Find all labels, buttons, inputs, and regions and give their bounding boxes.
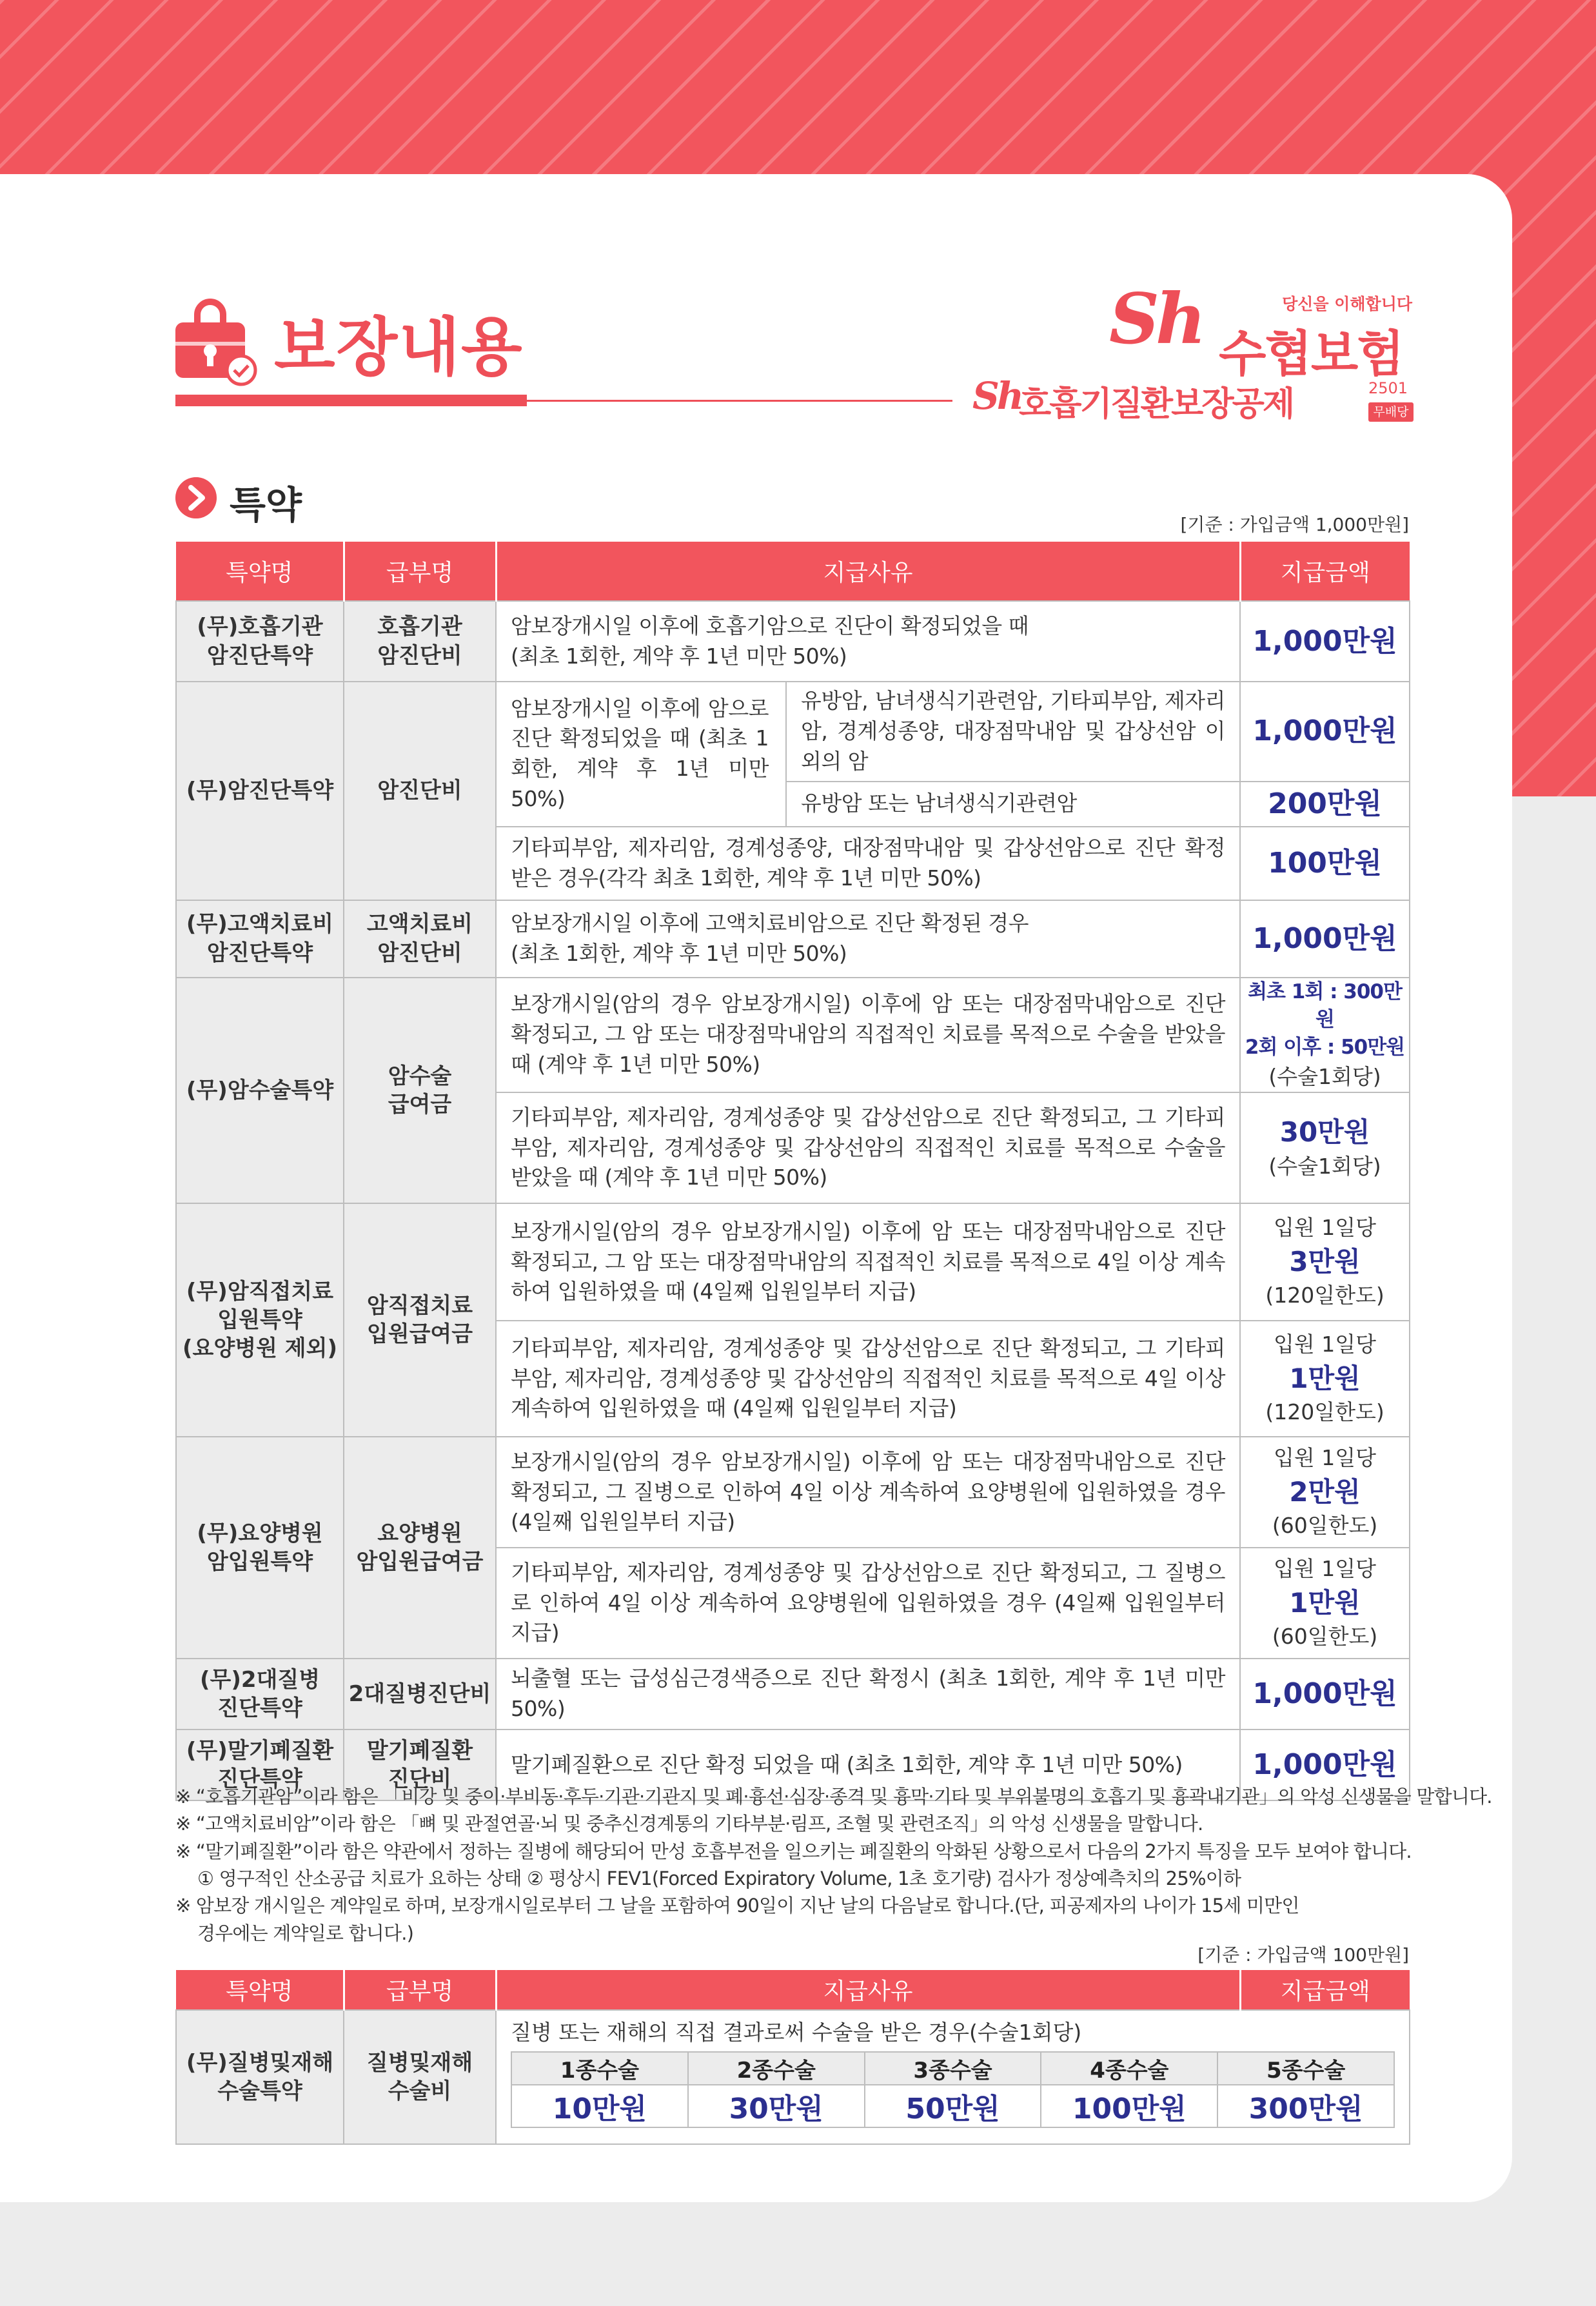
rider-name: (무)고액치료비 암진단특약 <box>176 900 344 978</box>
surgery-class: 1종수술 <box>511 2052 688 2085</box>
footnote: 경우에는 계약일로 합니다.) <box>197 1922 414 1944</box>
title-underline <box>175 395 527 406</box>
benefit-name: 암수술 급여금 <box>344 978 496 1203</box>
payment-amount: 입원 1일당 3만원 (120일한도) <box>1240 1203 1410 1321</box>
surgery-class: 3종수술 <box>865 2052 1041 2085</box>
rider-name: (무)요양병원 암입원특약 <box>176 1437 344 1659</box>
brand-logo-sh: Sh <box>1109 279 1203 360</box>
payment-amount: 1,000만원 <box>1240 900 1410 978</box>
payment-amount: 1,000만원 <box>1240 1659 1410 1730</box>
chevron-right-icon <box>175 477 217 518</box>
footnote: ※ “고액치료비암”이라 함은 「뼈 및 관절연골·뇌 및 중추신경계통의 기타부분·림프, 조혈 및 관련조직」의 악성 신생물을 말합니다. <box>175 1813 1203 1835</box>
payment-reason: 질병 또는 재해의 직접 결과로써 수술을 받은 경우(수술1회당) <box>511 2020 1082 2045</box>
brand-name: 수협보험 <box>1219 325 1403 382</box>
col-header-amount: 지급금액 <box>1240 542 1410 601</box>
benefit-name: 질병및재해 수술비 <box>344 2010 496 2144</box>
product-logo-sh: Sh <box>972 374 1022 418</box>
table-row <box>176 978 1410 1092</box>
surgery-class-row <box>511 2052 1394 2085</box>
product-name: 호흡기질환보장공제 <box>1019 385 1294 424</box>
benefit-name: 암진단비 <box>344 682 496 900</box>
payment-amount: 30만원 (수술1회당) <box>1240 1092 1410 1203</box>
payment-reason: 기타피부암, 제자리암, 경계성종양 및 갑상선암으로 진단 확정되고, 그 질병으로 인하여 4일 이상 계속하여 요양병원에 입원하였을 경우 (4일째 입원일부터 지급) <box>496 1548 1240 1659</box>
payment-reason: 유방암 또는 남녀생식기관련암 <box>786 782 1240 827</box>
col-header-reason: 지급사유 <box>496 1970 1240 2010</box>
surgery-amount: 30만원 <box>688 2085 865 2127</box>
benefit-name: 2대질병진단비 <box>344 1659 496 1730</box>
surgery-amount: 300만원 <box>1217 2085 1394 2127</box>
brand-tagline: 당신을 이해합니다 <box>1282 295 1412 313</box>
rider-name: (무)호흡기관 암진단특약 <box>176 601 344 682</box>
table-row <box>176 1203 1410 1321</box>
footnote: ※ “말기폐질환”이라 함은 약관에서 정하는 질병에 해당되어 만성 호흡부전을 일으키는 폐질환의 악화된 상황으로서 다음의 2가지 특징을 모두 보여야 합니다. <box>175 1840 1412 1862</box>
surgery-amount-row <box>511 2085 1394 2127</box>
payment-reason: 보장개시일(암의 경우 암보장개시일) 이후에 암 또는 대장점막내암으로 진단 확정되고, 그 암 또는 대장점막내암의 직접적인 치료를 목적으로 수술을 받았을 때 (계약 후 1년 미만 50%) <box>496 978 1240 1092</box>
benefit-name: 고액치료비 암진단비 <box>344 900 496 978</box>
footnote: ※ “호흡기관암”이라 함은 「비강 및 중이·부비동·후두·기관·기관지 및 폐·흉선·심장·종격 및 흉막·기타 및 부위불명의 호흡기 및 흉곽내기관」의 악성 신생물을 말합니다. <box>175 1786 1492 1808</box>
payment-reason: 보장개시일(암의 경우 암보장개시일) 이후에 암 또는 대장점막내암으로 진단 확정되고, 그 질병으로 인하여 4일 이상 계속하여 요양병원에 입원하였을 경우 (4일째 입원일부터 지급) <box>496 1437 1240 1548</box>
payment-reason: 기타피부암, 제자리암, 경계성종양 및 갑상선암으로 진단 확정되고, 그 기타피부암, 제자리암, 경계성종양 및 갑상선암의 직접적인 치료를 목적으로 수술을 받았을 때 (계약 후 1년 미만 50%) <box>496 1092 1240 1203</box>
payment-amount: 최초 1회 : 300만원 2회 이후 : 50만원 (수술1회당) <box>1240 978 1410 1092</box>
product-badge: 무배당 <box>1368 402 1414 422</box>
surgery-amount: 100만원 <box>1041 2085 1217 2127</box>
table1-basis: [기준 : 가입금액 1,000만원] <box>1180 514 1409 535</box>
rider-name: (무)2대질병 진단특약 <box>176 1659 344 1730</box>
surgery-rider-table <box>175 1970 1410 2145</box>
col-header-rider: 특약명 <box>176 1970 344 2010</box>
rider-name: (무)말기폐질환 진단특약 <box>176 1730 344 1800</box>
rider-table <box>175 542 1410 1801</box>
surgery-amount: 50만원 <box>865 2085 1041 2127</box>
benefit-name: 말기폐질환 진단비 <box>344 1730 496 1800</box>
benefit-name: 호흡기관 암진단비 <box>344 601 496 682</box>
page-title: 보장내용 <box>274 311 524 384</box>
payment-amount: 입원 1일당 1만원 (60일한도) <box>1240 1548 1410 1659</box>
surgery-detail <box>496 2010 1410 2144</box>
table2-basis: [기준 : 가입금액 100만원] <box>1197 1944 1409 1966</box>
rider-name: (무)암진단특약 <box>176 682 344 900</box>
col-header-rider: 특약명 <box>176 542 344 601</box>
table-row <box>176 900 1410 978</box>
surgery-amount: 10만원 <box>511 2085 688 2127</box>
rider-name: (무)암직접치료 입원특약 (요양병원 제외) <box>176 1203 344 1437</box>
payment-amount: 1,000만원 <box>1240 1730 1410 1800</box>
payment-reason: 말기폐질환으로 진단 확정 되었을 때 (최초 1회한, 계약 후 1년 미만 50%) <box>496 1730 1240 1800</box>
title-underline-thin <box>527 400 952 402</box>
payment-reason: 뇌출혈 또는 급성심근경색증으로 진단 확정시 (최초 1회한, 계약 후 1년 미만 50%) <box>496 1659 1240 1730</box>
payment-reason: 암보장개시일 이후에 호흡기암으로 진단이 확정되었을 때 (최초 1회한, 계약 후 1년 미만 50%) <box>496 601 1240 682</box>
table-header-row <box>176 1970 1410 2010</box>
payment-reason: 보장개시일(암의 경우 암보장개시일) 이후에 암 또는 대장점막내암으로 진단 확정되고, 그 암 또는 대장점막내암의 직접적인 치료를 목적으로 4일 이상 계속하여 입원하였을 때 (4일째 입원일부터 지급) <box>496 1203 1240 1321</box>
lock-bag-icon <box>174 298 258 388</box>
col-header-reason: 지급사유 <box>496 542 1240 601</box>
footnote: ※ 암보장 개시일은 계약일로 하며, 보장개시일로부터 그 날을 포함하여 90일이 지난 날의 다음날로 합니다.(단, 피공제자의 나이가 15세 미만인 <box>175 1895 1299 1917</box>
payment-amount: 1,000만원 <box>1240 601 1410 682</box>
rider-name: (무)질병및재해 수술특약 <box>176 2010 344 2144</box>
surgery-class: 5종수술 <box>1217 2052 1394 2085</box>
product-code: 2501 <box>1368 379 1408 397</box>
surgery-class: 2종수술 <box>688 2052 865 2085</box>
table-row <box>176 601 1410 682</box>
benefit-name: 암직접치료 입원급여금 <box>344 1203 496 1437</box>
payment-reason: 기타피부암, 제자리암, 경계성종양 및 갑상선암으로 진단 확정되고, 그 기타피부암, 제자리암, 경계성종양 및 갑상선암의 직접적인 치료를 목적으로 4일 이상 계속하여 입원하였을 때 (4일째 입원일부터 지급) <box>496 1321 1240 1437</box>
col-header-benefit: 급부명 <box>344 1970 496 2010</box>
payment-amount: 입원 1일당 1만원 (120일한도) <box>1240 1321 1410 1437</box>
table-row <box>176 1437 1410 1548</box>
table-row <box>176 682 1410 782</box>
payment-amount: 100만원 <box>1240 827 1410 900</box>
payment-condition: 암보장개시일 이후에 암으로 진단 확정되었을 때 (최초 1회한, 계약 후 1년 미만 50%) <box>496 682 786 827</box>
col-header-benefit: 급부명 <box>344 542 496 601</box>
payment-amount: 입원 1일당 2만원 (60일한도) <box>1240 1437 1410 1548</box>
col-header-amount: 지급금액 <box>1240 1970 1410 2010</box>
table-row <box>176 1659 1410 1730</box>
footnotes <box>175 1783 1492 1947</box>
footnote: ① 영구적인 산소공급 치료가 요하는 상태 ② 평상시 FEV1(Forced Expiratory Volume, 1초 호기량) 검사가 정상예측치의 25%이하 <box>197 1867 1241 1889</box>
payment-reason: 기타피부암, 제자리암, 경계성종양, 대장점막내암 및 갑상선암으로 진단 확정 받은 경우(각각 최초 1회한, 계약 후 1년 미만 50%) <box>496 827 1240 900</box>
table-header-row <box>176 542 1410 601</box>
payment-reason: 유방암, 남녀생식기관련암, 기타피부암, 제자리암, 경계성종양, 대장점막내암 및 갑상선암 이외의 암 <box>786 682 1240 782</box>
payment-reason: 암보장개시일 이후에 고액치료비암으로 진단 확정된 경우 (최초 1회한, 계약 후 1년 미만 50%) <box>496 900 1240 978</box>
surgery-class-table <box>511 2051 1395 2128</box>
payment-amount: 200만원 <box>1240 782 1410 827</box>
section-title: 특약 <box>230 483 302 527</box>
surgery-class: 4종수술 <box>1041 2052 1217 2085</box>
rider-name: (무)암수술특약 <box>176 978 344 1203</box>
payment-amount: 1,000만원 <box>1240 682 1410 782</box>
benefit-name: 요양병원 암입원급여금 <box>344 1437 496 1659</box>
table-row <box>176 2010 1410 2144</box>
